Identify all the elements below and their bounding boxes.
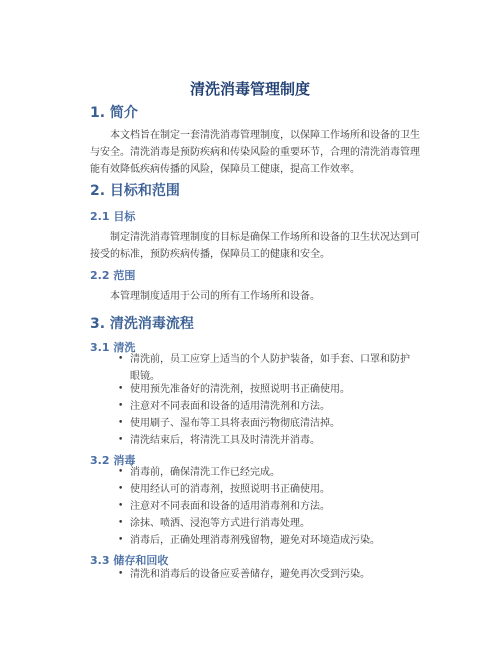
list-item	[90, 381, 410, 398]
section-2-1-paragraph: 制定清洗消毒管理制度的目标是确保工作场所和设备的卫生状况达到可接受的标准，预防疾病传播，保障员工的健康和安全。	[90, 232, 420, 260]
section-1-heading: 1. 简介	[90, 105, 138, 121]
bullet-icon: •	[118, 467, 124, 477]
bullet-icon: •	[118, 435, 124, 445]
bullet-icon: •	[118, 484, 124, 494]
list-item	[90, 498, 410, 515]
list-item	[90, 432, 410, 449]
section-1-paragraph: 本文档旨在制定一套清洗消毒管理制度，以保障工作场所和设备的卫生与安全。清洗消毒是预防疾病和传染风险的重要环节，合理的清洗消毒管理能有效降低疾病传播的风险，保障员工健康，提高工作效率。	[90, 130, 420, 175]
section-3-2-heading: 3.2 消毒	[90, 454, 136, 467]
list-item	[90, 351, 410, 385]
list-item-text: 清洗和消毒后的设备应妥善储存，避免再次受到污染。	[130, 569, 370, 580]
bullet-icon: •	[118, 535, 124, 545]
bullet-icon: •	[118, 384, 124, 394]
bullet-icon: •	[118, 518, 124, 528]
bullet-icon: •	[118, 354, 124, 364]
section-2-1-heading: 2.1 目标	[90, 210, 136, 223]
section-3-heading: 3. 清洗消毒流程	[90, 316, 194, 332]
bullet-icon: •	[118, 501, 124, 511]
list-item	[90, 566, 410, 583]
bullet-icon: •	[118, 401, 124, 411]
list-item-text: 清洗结束后，将清洗工具及时清洗并消毒。	[130, 435, 320, 446]
list-item-text: 注意对不同表面和设备的适用消毒剂和方法。	[130, 501, 330, 512]
bullet-icon: •	[118, 569, 124, 579]
list-item	[90, 464, 410, 481]
list-item-text: 使用经认可的消毒剂，按照说明书正确使用。	[130, 484, 330, 495]
section-3-3-heading: 3.3 储存和回收	[90, 554, 169, 567]
document-title: 清洗消毒管理制度	[189, 80, 310, 98]
list-item-text: 使用刷子、湿布等工具将表面污物彻底清洁掉。	[130, 418, 340, 429]
list-item	[90, 398, 410, 415]
list-item-text: 消毒前，确保清洗工作已经完成。	[130, 467, 280, 478]
list-item-text: 清洗前，员工应穿上适当的个人防护装备，如手套、口罩和防护眼镜。	[130, 354, 410, 382]
list-item-text: 消毒后，正确处理消毒剂残留物，避免对环境造成污染。	[130, 535, 380, 546]
list-item-text: 涂抹、喷洒、浸泡等方式进行消毒处理。	[130, 518, 310, 529]
section-3-1-heading: 3.1 清洗	[90, 341, 136, 354]
section-2-heading: 2. 目标和范围	[90, 183, 180, 199]
list-item	[90, 515, 410, 532]
list-item	[90, 415, 410, 432]
section-2-2-heading: 2.2 范围	[90, 269, 136, 282]
list-item-text: 注意对不同表面和设备的适用清洗剂和方法。	[130, 401, 330, 412]
list-item-text: 使用预先准备好的清洗剂，按照说明书正确使用。	[130, 384, 350, 395]
section-2-2-paragraph: 本管理制度适用于公司的所有工作场所和设备。	[110, 291, 320, 302]
list-item	[90, 532, 410, 549]
bullet-icon: •	[118, 418, 124, 428]
list-item	[90, 481, 410, 498]
